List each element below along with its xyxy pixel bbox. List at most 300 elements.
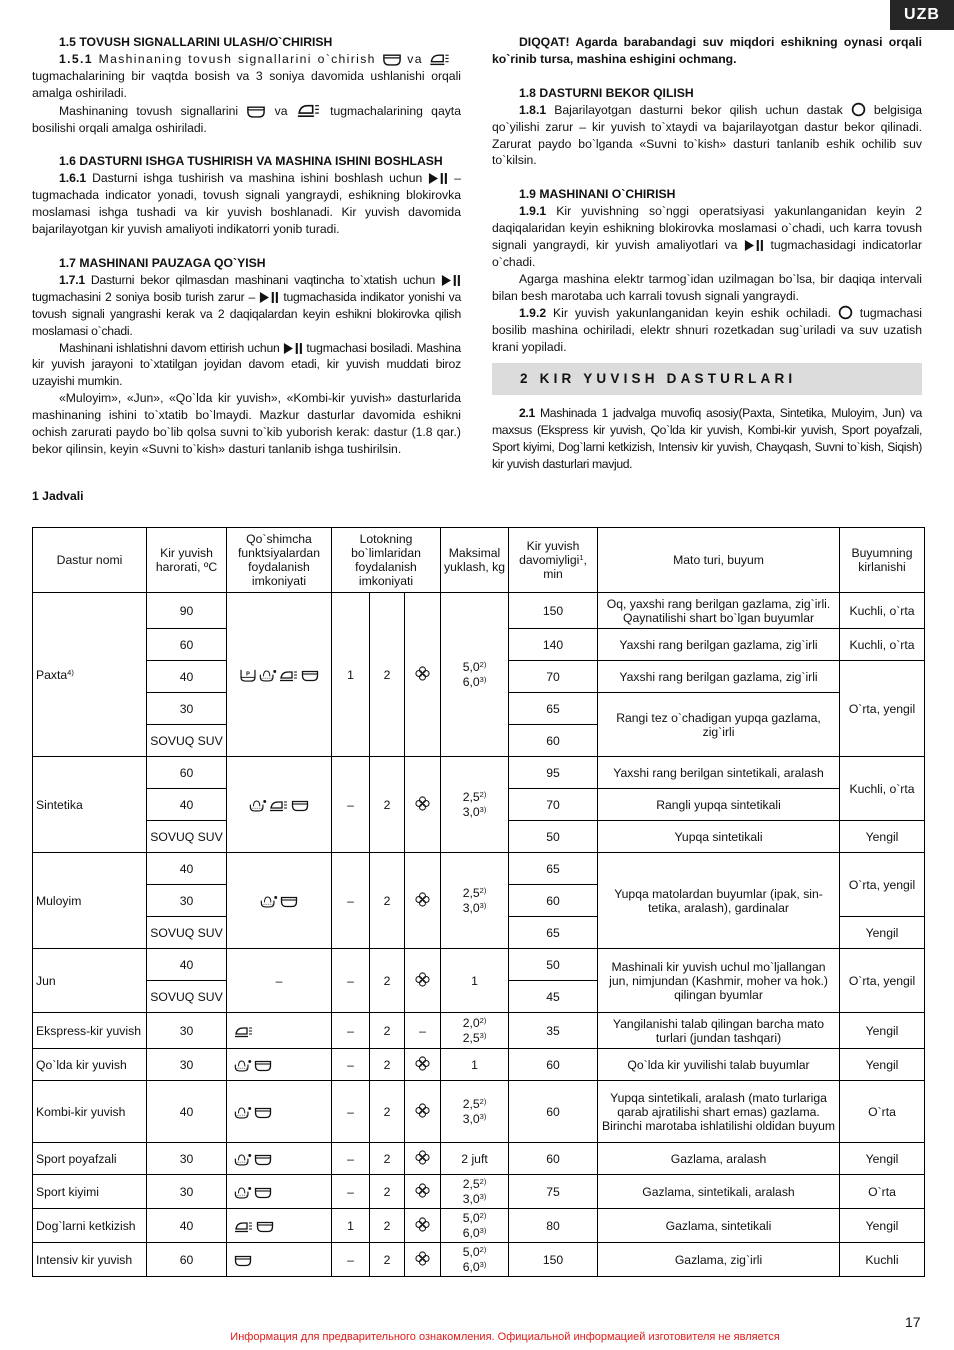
section-1-5-title: 1.5 TOVUSH SIGNALLARINI ULASH/O`CHIRISH xyxy=(59,35,333,49)
softener-flower-icon xyxy=(415,796,430,811)
section-1-7-title: 1.7 MASHINANI PAUZAGA QO`YISH xyxy=(59,255,266,270)
fabric-type: Gazlama, sintetikali, aralash xyxy=(598,1175,840,1209)
off-circle-icon xyxy=(838,305,853,320)
extra-functions: – xyxy=(227,949,332,1013)
footnote-mark: 2) xyxy=(479,1015,487,1025)
load-value: 2,0 xyxy=(462,1015,480,1030)
footnote-mark: 3) xyxy=(479,1030,487,1040)
extra-functions xyxy=(227,1209,332,1243)
max-load xyxy=(463,1016,487,1045)
footnote-mark: 3) xyxy=(479,1111,487,1121)
compartment-1: – xyxy=(332,1049,370,1081)
max-load-cell xyxy=(441,757,509,853)
text: belgisiga qo`yilishi zarur – kir yuvish to`xtaydi va bajarilayotgan dastur bekor qilinadi. Zarurat paydo bo`lganda «Suvni to`kish» dasturi tanlanib eshik ochilib suv to`kilsin. xyxy=(492,102,923,168)
softener-flower-icon xyxy=(415,1251,430,1266)
clause-number: 1.8.1 xyxy=(519,102,547,117)
text: va xyxy=(407,51,423,66)
max-load xyxy=(463,1211,487,1240)
soil-level: Kuchli, o`rta xyxy=(840,593,925,629)
footnote-mark: 3) xyxy=(479,1259,487,1269)
extra-functions xyxy=(227,1049,332,1081)
load-value: 2,5 xyxy=(462,1096,480,1111)
paragraph-2-1 xyxy=(492,405,922,473)
table-row xyxy=(33,1143,925,1175)
fabric-type: Oq, yaxshi rang berilgan gazlama, zig`irli. Qaynatilishi shart bo`lgan buyumlar xyxy=(598,593,840,629)
duration: 65 xyxy=(509,853,598,885)
table-row xyxy=(33,1175,925,1209)
program-name: Sintetika xyxy=(33,757,147,853)
text: Mashinada 1 jadvalga muvofiq asosiy(Paxta, Sintetika, Muloyim, Jun) va maxsus (Ekspress kir yuvish, Qo`lda kir yuvish, Kombi-kir yuvish, Sport poyafzali, Sport kiyimi, Dog`larni ketkizish, Intensiv kir yuvish, Chayqash, Suvni to`kish, Siqish) kir yuvish dasturlari mavjud. xyxy=(492,406,922,472)
temperature: 30 xyxy=(147,1013,227,1049)
soil-level: Yengil xyxy=(840,917,925,949)
page-number: 17 xyxy=(905,1314,921,1330)
intensive-icon xyxy=(234,1153,252,1166)
header-soil-level: Buyumning kirlanishi xyxy=(840,528,925,593)
soil-level: O`rta, yengil xyxy=(840,661,925,757)
load-value: 3,0 xyxy=(462,900,480,915)
fabric-type: Yaxshi rang berilgan sintetikali, aralash xyxy=(598,757,840,789)
rinse-icon xyxy=(254,1186,272,1199)
rinse-icon xyxy=(234,1254,252,1267)
programs-table xyxy=(32,527,925,1277)
duration: 50 xyxy=(509,949,598,981)
prewash-icon xyxy=(239,669,257,682)
function-icons xyxy=(233,1104,273,1118)
compartment-1: 1 xyxy=(332,1209,370,1243)
compartment-2: 2 xyxy=(370,1081,405,1143)
program-name: Ekspress-kir yuvish xyxy=(33,1013,147,1049)
duration: 65 xyxy=(509,693,598,725)
text: tugmachasini 2 soniya bosib turish zarur – xyxy=(32,289,256,304)
language-badge: UZB xyxy=(890,0,954,30)
load-value: 6,0 xyxy=(462,674,480,689)
table-header-row xyxy=(33,528,925,593)
footnote-mark: 2) xyxy=(479,1244,487,1254)
play-pause-icon xyxy=(283,342,303,355)
temperature: SOVUQ SUV xyxy=(147,917,227,949)
max-load xyxy=(463,660,487,689)
paragraph-1-5-1-cont: tugmachalarining bir vaqtda bosish va 3 soniya davomida ushlanishi orqali amalga oshiriladi. xyxy=(32,68,461,100)
temperature: SOVUQ SUV xyxy=(147,981,227,1013)
program-name: Sport poyafzali xyxy=(33,1143,147,1175)
rinse-icon xyxy=(301,669,319,682)
table-row xyxy=(33,1081,925,1143)
function-icons xyxy=(248,797,310,811)
program-name: Intensiv kir yuvish xyxy=(33,1243,147,1277)
paragraph-1-6-1 xyxy=(32,170,461,238)
footnote-mark: 3) xyxy=(479,1191,487,1201)
function-icons xyxy=(233,1057,273,1071)
intensive-icon xyxy=(234,1106,252,1119)
compartment-2: 2 xyxy=(370,949,405,1013)
soil-level: O`rta xyxy=(840,1175,925,1209)
rinse-icon xyxy=(256,1220,274,1233)
text: Kir yuvish yakunlanganidan keyin eshik ochiladi. xyxy=(553,305,831,320)
compartment-1: – xyxy=(332,1081,370,1143)
soil-level: Yengil xyxy=(840,1143,925,1175)
table-row xyxy=(33,949,925,981)
temperature: 30 xyxy=(147,693,227,725)
temperature: 30 xyxy=(147,885,227,917)
max-load-cell xyxy=(441,1209,509,1243)
rinse-icon xyxy=(254,1153,272,1166)
max-load xyxy=(463,1245,487,1274)
text: Mashinaning tovush signallarini xyxy=(59,103,239,118)
text: tugmachasi bosilib mashina ochiriladi, elektr shnuri rozetkadan sug`uriladi va suv uzatish krani yopiladi. xyxy=(492,305,923,354)
max-load xyxy=(463,1097,487,1126)
header-fabric-type: Mato turi, buyum xyxy=(598,528,840,593)
clause-number: 1.9.2 xyxy=(519,305,547,320)
duration: 70 xyxy=(509,661,598,693)
extra-functions xyxy=(227,1243,332,1277)
paragraph-1-8-1 xyxy=(492,102,922,170)
fabric-type: Qo`lda kir yuvilishi talab buyumlar xyxy=(598,1049,840,1081)
extra-functions xyxy=(227,593,332,757)
footnote-mark: 3) xyxy=(479,804,487,814)
compartment-3 xyxy=(405,1175,441,1209)
softener-flower-icon xyxy=(415,1217,430,1232)
text: , min xyxy=(543,553,587,581)
compartment-2: 2 xyxy=(370,1209,405,1243)
text: Kir yuvishning so`nggi operatsiyasi yakunlanganidan keyin 2 daqiqalaridan keyin eshikning blokirovka moslamasi o`chadi, uch karra tovush signali yangraydi, kir yuvish amaliyotlari va xyxy=(492,204,923,253)
max-load-cell xyxy=(441,1175,509,1209)
max-load: 1 xyxy=(441,1049,509,1081)
intensive-icon xyxy=(260,895,278,908)
footnote-mark: 2) xyxy=(479,885,487,895)
play-pause-icon xyxy=(744,239,764,252)
temperature: 40 xyxy=(147,789,227,821)
soil-level: O`rta xyxy=(840,1081,925,1143)
softener-flower-icon xyxy=(415,1183,430,1198)
table-row xyxy=(33,1049,925,1081)
footnote-mark: 3) xyxy=(479,674,487,684)
section-1-6-title: 1.6 DASTURNI ISHGA TUSHIRISH VA MASHINA ISHINI BOSHLASH xyxy=(59,154,443,169)
text: Mashinaning tovush signallarini o`chirish xyxy=(98,51,376,66)
compartment-3 xyxy=(405,757,441,853)
load-value: 3,0 xyxy=(462,804,480,819)
text: Kir yuvish davomiyligi xyxy=(519,539,580,567)
duration: 50 xyxy=(509,821,598,853)
program-name: Qo`lda kir yuvish xyxy=(33,1049,147,1081)
header-compartments: Lotokning bo`limlaridan foydalanish imkoniyati xyxy=(332,528,441,593)
fabric-type: Yaxshi rang berilgan gazlama, zig`irli xyxy=(598,629,840,661)
text: tugmachasidagi indicatorlar o`chadi. xyxy=(492,238,922,269)
temperature: SOVUQ SUV xyxy=(147,725,227,757)
table-row xyxy=(33,1209,925,1243)
soil-level: Kuchli xyxy=(840,1243,925,1277)
duration: 80 xyxy=(509,1209,598,1243)
text: tugmachasida indikator yonishi va tovush signali yangrashi kerak va 2 daqiqalardan keyin eshikni blokirovka qilish moslamasi o`chadi. xyxy=(32,289,462,338)
function-icons xyxy=(233,1023,255,1037)
section-2-banner: 2 KIR YUVISH DASTURLARI xyxy=(492,363,922,395)
play-pause-icon xyxy=(428,172,448,185)
intensive-icon xyxy=(259,669,277,682)
compartment-1: – xyxy=(332,853,370,949)
fabric-type: Yupqa sintetikali, aralash (mato turlariga qarab ajratilishi shart emas) gazlama. Birinchi marotaba ishlatilishi oldidan buyum xyxy=(598,1081,840,1143)
compartment-3: – xyxy=(405,1013,441,1049)
fabric-type: Rangli yupqa sintetikali xyxy=(598,789,840,821)
footnote-mark: 2) xyxy=(479,1096,487,1106)
clause-number: 1.9.1 xyxy=(519,204,547,219)
duration: 35 xyxy=(509,1013,598,1049)
paragraph-1-7-2 xyxy=(32,340,461,391)
clause-number: 1.6.1 xyxy=(59,171,87,186)
off-circle-icon xyxy=(851,102,866,117)
fabric-type: Yaxshi rang berilgan gazlama, zig`irli xyxy=(598,661,840,693)
paragraph-1-5-1 xyxy=(32,51,461,68)
paragraph-1-7-1 xyxy=(32,272,461,340)
compartment-2: 2 xyxy=(370,1175,405,1209)
footnote-mark: 4) xyxy=(67,667,74,677)
right-column xyxy=(492,34,922,473)
function-icons xyxy=(233,1252,253,1266)
softener-flower-icon xyxy=(415,892,430,907)
iron-icon xyxy=(234,1220,254,1233)
function-icons xyxy=(233,1151,273,1165)
program-name xyxy=(33,593,147,757)
fabric-type: Yupqa matolardan buyumlar (ipak, sin-tetika, aralash), gardinalar xyxy=(598,853,840,949)
soil-level: Yengil xyxy=(840,1209,925,1243)
table-caption: 1 Jadvali xyxy=(32,489,84,503)
duration: 75 xyxy=(509,1175,598,1209)
play-pause-icon xyxy=(259,291,279,304)
iron-icon xyxy=(296,102,322,118)
extra-functions xyxy=(227,1081,332,1143)
duration: 140 xyxy=(509,629,598,661)
program-name-text: Paxta xyxy=(36,667,68,682)
paragraph-1-9-2 xyxy=(492,305,922,356)
program-name: Kombi-kir yuvish xyxy=(33,1081,147,1143)
soil-level: Kuchli, o`rta xyxy=(840,629,925,661)
rinse-icon xyxy=(246,105,266,118)
rinse-icon xyxy=(382,53,402,66)
intensive-icon xyxy=(234,1059,252,1072)
paragraph-1-9-1 xyxy=(492,203,922,271)
load-value: 5,0 xyxy=(462,1244,480,1259)
duration: 60 xyxy=(509,1049,598,1081)
load-value: 2,5 xyxy=(462,1176,480,1191)
rinse-icon xyxy=(254,1106,272,1119)
soil-level: Yengil xyxy=(840,1013,925,1049)
footnote-mark: 2) xyxy=(479,1176,487,1186)
table-row xyxy=(33,853,925,885)
function-icons xyxy=(259,893,299,907)
fabric-type: Gazlama, aralash xyxy=(598,1143,840,1175)
soil-level: Yengil xyxy=(840,1049,925,1081)
disclaimer: Информация для предварительного ознакомления. Официальной информацией изготовителя не является xyxy=(230,1331,780,1343)
max-load-cell xyxy=(441,1013,509,1049)
soil-level: O`rta, yengil xyxy=(840,949,925,1013)
table-row xyxy=(33,593,925,629)
compartment-1: – xyxy=(332,1143,370,1175)
footnote-mark: 2) xyxy=(479,1210,487,1220)
play-pause-icon xyxy=(441,274,461,287)
max-load-cell xyxy=(441,593,509,757)
iron-icon xyxy=(234,1025,254,1038)
compartment-2: 2 xyxy=(370,1243,405,1277)
load-value: 5,0 xyxy=(462,1210,480,1225)
duration: 60 xyxy=(509,725,598,757)
paragraph-1-9-1b: Agarga mashina elektr tarmog`idan uzilmagan bo`lsa, bir daqiqa intervali bilan besh marotaba uch karrali tovush signali yangraydi. xyxy=(492,271,922,303)
softener-flower-icon xyxy=(415,666,430,681)
function-icons xyxy=(233,1184,273,1198)
compartment-3 xyxy=(405,1049,441,1081)
temperature: SOVUQ SUV xyxy=(147,821,227,853)
table-row xyxy=(33,757,925,789)
text: va xyxy=(274,103,288,118)
max-load-cell xyxy=(441,1081,509,1143)
compartment-2: 2 xyxy=(370,1049,405,1081)
load-value: 2,5 xyxy=(462,789,480,804)
paragraph-1-7-3: «Muloyim», «Jun», «Qo`lda kir yuvish», «Kombi-kir yuvish» dasturlarida mashinaning ishini to`xtatib bo`lmaydi. Mazkur dasturlar davomida eshikni ochish zarurati paydo bo`lib qolsa suvni to`kib yuborish kerak: dastur (1.8 qar.) bekor qilinsin, keyin «Suvni to`kish» dasturi tanlanib ishga tushirilsin. xyxy=(32,391,461,456)
compartment-1: – xyxy=(332,1243,370,1277)
temperature: 40 xyxy=(147,853,227,885)
temperature: 60 xyxy=(147,1243,227,1277)
load-value: 2,5 xyxy=(462,1030,480,1045)
header-temperature: Kir yuvish harorati, ºC xyxy=(147,528,227,593)
temperature: 60 xyxy=(147,757,227,789)
extra-functions xyxy=(227,757,332,853)
duration: 95 xyxy=(509,757,598,789)
section-1-9-title: 1.9 MASHINANI O`CHIRISH xyxy=(519,187,676,202)
compartment-3 xyxy=(405,1243,441,1277)
footnote-mark: 3) xyxy=(479,1225,487,1235)
program-name: Sport kiyimi xyxy=(33,1175,147,1209)
text: Dasturni ishga tushirish va mashina ishini boshlash uchun xyxy=(92,171,423,186)
footnote-mark: 3) xyxy=(479,900,487,910)
temperature: 30 xyxy=(147,1049,227,1081)
load-value: 6,0 xyxy=(462,1259,480,1274)
extra-functions xyxy=(227,1143,332,1175)
intensive-icon xyxy=(249,799,267,812)
extra-functions xyxy=(227,1175,332,1209)
program-name: Dog`larni ketkizish xyxy=(33,1209,147,1243)
duration: 60 xyxy=(509,885,598,917)
fabric-type: Gazlama, zig`irli xyxy=(598,1243,840,1277)
max-load xyxy=(463,886,487,915)
function-icons xyxy=(238,667,320,681)
compartment-2: 2 xyxy=(370,593,405,757)
max-load-cell xyxy=(441,853,509,949)
duration: 45 xyxy=(509,981,598,1013)
temperature: 60 xyxy=(147,629,227,661)
soil-level: O`rta, yengil xyxy=(840,853,925,917)
rinse-icon xyxy=(280,895,298,908)
max-load-cell xyxy=(441,1243,509,1277)
section-1-8-title: 1.8 DASTURNI BEKOR QILISH xyxy=(519,85,694,100)
iron-icon xyxy=(429,52,451,66)
soil-level: Kuchli, o`rta xyxy=(840,757,925,821)
extra-functions xyxy=(227,1013,332,1049)
compartment-3 xyxy=(405,593,441,757)
clause-number: 1.5.1 xyxy=(59,51,93,66)
compartment-2: 2 xyxy=(370,853,405,949)
load-value: 6,0 xyxy=(462,1225,480,1240)
compartment-2: 2 xyxy=(370,1013,405,1049)
temperature: 40 xyxy=(147,949,227,981)
footnote-mark: 2) xyxy=(479,659,487,669)
load-value: 5,0 xyxy=(462,659,480,674)
text: Dasturni bekor qilmasdan mashinani vaqtincha to`xtatish uchun xyxy=(90,272,435,287)
duration: 65 xyxy=(509,917,598,949)
soil-level: Yengil xyxy=(840,821,925,853)
compartment-1: – xyxy=(332,757,370,853)
program-name: Jun xyxy=(33,949,147,1013)
table-row xyxy=(33,1243,925,1277)
clause-number: 2.1 xyxy=(519,406,535,421)
fabric-type: Gazlama, sintetikali xyxy=(598,1209,840,1243)
duration: 150 xyxy=(509,1243,598,1277)
compartment-3 xyxy=(405,1143,441,1175)
temperature: 40 xyxy=(147,1081,227,1143)
duration: 70 xyxy=(509,789,598,821)
load-value: 3,0 xyxy=(462,1111,480,1126)
footnote-mark: 2) xyxy=(479,789,487,799)
iron-icon xyxy=(279,669,299,682)
compartment-1: 1 xyxy=(332,593,370,757)
duration: 60 xyxy=(509,1081,598,1143)
fabric-type: Mashinali kir yuvish uchul mo`ljallangan jun, nimjundan (Kashmir, moher va hok.) qilingan byumlar xyxy=(598,949,840,1013)
text: tugmachalarining qayta bosilishi orqali amalga oshiriladi. xyxy=(32,103,461,135)
max-load xyxy=(463,1177,487,1206)
fabric-type: Yupqa sintetikali xyxy=(598,821,840,853)
compartment-2: 2 xyxy=(370,1143,405,1175)
rinse-icon xyxy=(291,799,309,812)
function-icons xyxy=(233,1218,275,1232)
footnote-mark: 1 xyxy=(579,553,584,562)
softener-flower-icon xyxy=(415,972,430,987)
temperature: 30 xyxy=(147,1175,227,1209)
clause-number: 1.7.1 xyxy=(59,272,85,287)
softener-flower-icon xyxy=(415,1056,430,1071)
compartment-3 xyxy=(405,949,441,1013)
header-program-name: Dastur nomi xyxy=(33,528,147,593)
text: tugmachasi bosiladi. Mashina kir yuvish jarayoni to`xtatilgan joyidan davom etadi, kir yuvish muddati biroz uzayishi mumkin. xyxy=(32,340,462,389)
max-load xyxy=(463,790,487,819)
compartment-2: 2 xyxy=(370,757,405,853)
iron-icon xyxy=(269,799,289,812)
softener-flower-icon xyxy=(415,1150,430,1165)
softener-flower-icon xyxy=(415,1103,430,1118)
fabric-type: Rangi tez o`chadigan yupqa gazlama, zig`irli xyxy=(598,693,840,757)
compartment-1: – xyxy=(332,949,370,1013)
max-load: 2 juft xyxy=(441,1143,509,1175)
duration: 60 xyxy=(509,1143,598,1175)
compartment-3 xyxy=(405,1081,441,1143)
temperature: 30 xyxy=(147,1143,227,1175)
header-duration xyxy=(509,528,598,593)
load-value: 3,0 xyxy=(462,1191,480,1206)
load-value: 2,5 xyxy=(462,885,480,900)
compartment-3 xyxy=(405,853,441,949)
rinse-icon xyxy=(254,1059,272,1072)
compartment-3 xyxy=(405,1209,441,1243)
paragraph-1-5-2 xyxy=(32,102,461,137)
fabric-type: Yangilanishi talab qilingan barcha mato turlari (jundan tashqari) xyxy=(598,1013,840,1049)
warning-text: DIQQAT! Agarda barabandagi suv miqdori eshikning oynasi orqali ko`rinib tursa, mashina eshigini ochmang. xyxy=(492,35,922,66)
intensive-icon xyxy=(234,1186,252,1199)
text: – tugmachada indicator yonadi, tovush signali yangraydi, eshikning blokirovka moslamasi ishga tushadi va kir yuvish boshlanadi. Kir yuvish davomida bajarilayotgan kir yuvish amaliyoti indikatorri yonib turadi. xyxy=(32,171,461,237)
text: Bajarilayotgan dasturni bekor qilish uchun dastak xyxy=(554,102,843,117)
compartment-1: – xyxy=(332,1175,370,1209)
extra-functions xyxy=(227,853,332,949)
header-max-load: Maksimal yuklash, kg xyxy=(441,528,509,593)
temperature: 40 xyxy=(147,1209,227,1243)
text: Mashinani ishlatishni davom ettirish uchun xyxy=(59,340,280,355)
program-name: Muloyim xyxy=(33,853,147,949)
max-load: 1 xyxy=(441,949,509,1013)
duration: 150 xyxy=(509,593,598,629)
